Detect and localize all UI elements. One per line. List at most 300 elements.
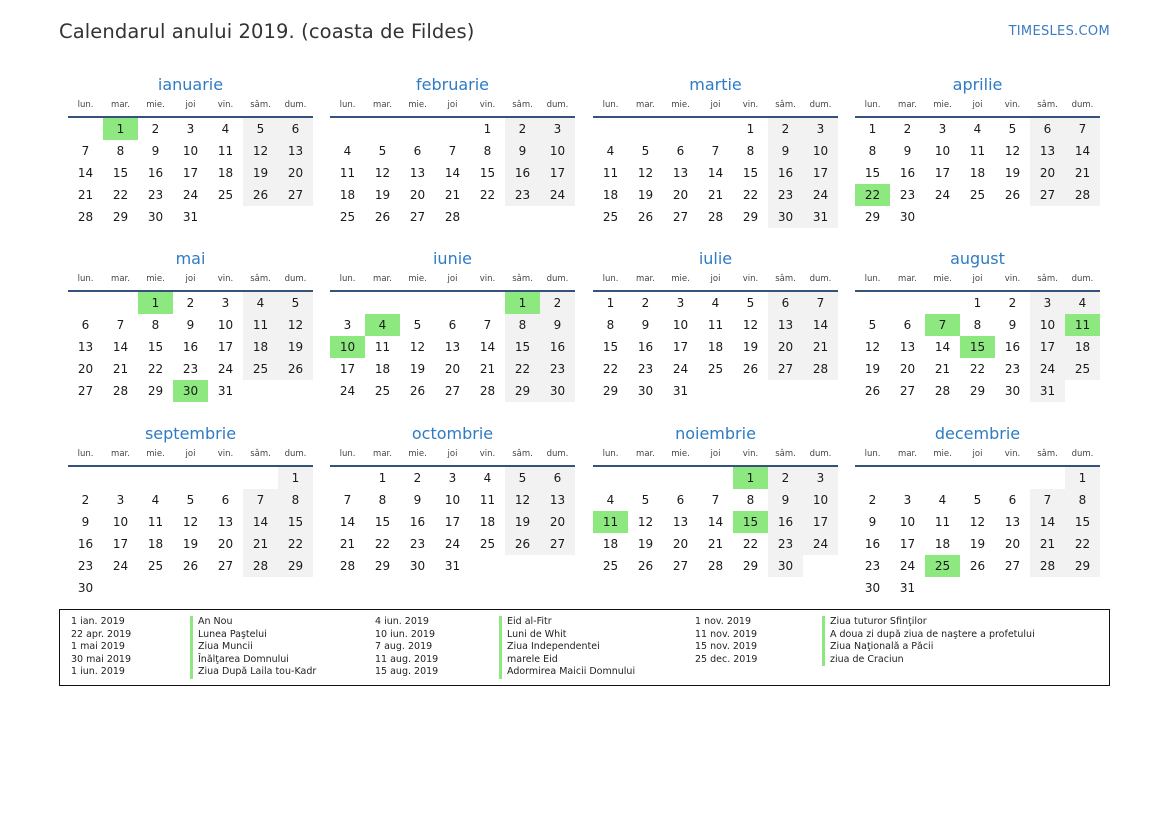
legend-date: 30 mai 2019 xyxy=(71,653,132,665)
day-cell: 25 xyxy=(217,188,234,202)
day-cell: 16 xyxy=(409,515,426,529)
day-cell: 28 xyxy=(112,384,129,398)
day-cell: 21 xyxy=(1030,533,1065,555)
weekday-label: vin. xyxy=(479,274,496,284)
day-cell: 23 xyxy=(540,358,575,380)
day-cell: 5 xyxy=(378,144,387,158)
day-cell: 19 xyxy=(505,511,540,533)
day-cell: 24 xyxy=(182,188,199,202)
empty-day-cell xyxy=(628,118,663,140)
day-cell: 2 xyxy=(413,471,422,485)
day-cell: 22 xyxy=(147,362,164,376)
weekday-label: mie. xyxy=(146,100,165,110)
day-cell: 12 xyxy=(182,515,199,529)
day-cell: 27 xyxy=(768,358,803,380)
holiday-day-cell: 4 xyxy=(365,314,400,336)
day-cell: 10 xyxy=(1030,314,1065,336)
day-cell: 8 xyxy=(746,144,755,158)
day-cell: 23 xyxy=(768,533,803,555)
day-cell: 17 xyxy=(217,340,234,354)
day-cell: 22 xyxy=(742,537,759,551)
day-cell: 9 xyxy=(413,493,422,507)
day-cell: 28 xyxy=(1030,555,1065,577)
legend-holiday-name: Luni de Whit xyxy=(499,629,567,642)
month-iulie xyxy=(593,247,838,402)
legend-holiday-name: Ziua Independentei xyxy=(499,641,600,654)
day-cell: 7 xyxy=(81,144,90,158)
day-cell: 2 xyxy=(540,292,575,314)
day-cell: 17 xyxy=(112,537,129,551)
day-cell: 16 xyxy=(77,537,94,551)
day-cell: 22 xyxy=(969,362,986,376)
legend-date: 25 dec. 2019 xyxy=(695,653,758,665)
day-cell: 23 xyxy=(409,537,426,551)
day-cell: 19 xyxy=(637,188,654,202)
day-cell: 29 xyxy=(742,210,759,224)
day-cell: 30 xyxy=(147,210,164,224)
day-cell: 10 xyxy=(803,489,838,511)
day-cell: 13 xyxy=(409,166,426,180)
weekday-label: joi xyxy=(185,274,196,284)
day-cell: 6 xyxy=(1008,493,1017,507)
day-cell: 2 xyxy=(768,467,803,489)
weekday-header-row xyxy=(855,271,1100,292)
day-cell: 21 xyxy=(444,188,461,202)
day-cell: 12 xyxy=(864,340,881,354)
day-cell: 19 xyxy=(864,362,881,376)
day-cell: 11 xyxy=(934,515,951,529)
day-cell: 7 xyxy=(803,292,838,314)
day-cell: 26 xyxy=(182,559,199,573)
weekday-label: sâm. xyxy=(250,449,271,459)
day-cell: 13 xyxy=(1004,515,1021,529)
legend-date: 1 ian. 2019 xyxy=(71,616,125,627)
day-cell: 9 xyxy=(186,318,195,332)
day-cell: 4 xyxy=(483,471,492,485)
weekday-label: vin. xyxy=(742,449,759,459)
day-cell: 21 xyxy=(243,533,278,555)
weekday-label: sâm. xyxy=(1037,274,1058,284)
empty-day-cell xyxy=(68,118,103,140)
empty-day-cell xyxy=(103,292,138,314)
day-cell: 19 xyxy=(742,340,759,354)
weekday-header-row xyxy=(330,97,575,118)
weekday-label: sâm. xyxy=(1037,449,1058,459)
weekday-label: dum. xyxy=(1071,449,1094,459)
weekday-label: mar. xyxy=(373,100,392,110)
day-cell: 4 xyxy=(606,493,615,507)
empty-day-cell xyxy=(855,292,890,314)
day-cell: 5 xyxy=(973,493,982,507)
holiday-day-cell: 7 xyxy=(925,314,960,336)
weekday-label: lun. xyxy=(602,100,619,110)
weekday-label: dum. xyxy=(1071,274,1094,284)
day-cell: 3 xyxy=(448,471,457,485)
day-cell: 6 xyxy=(676,144,685,158)
day-cell: 24 xyxy=(803,184,838,206)
weekday-header-row xyxy=(330,446,575,467)
day-cell: 3 xyxy=(186,122,195,136)
weekday-label: joi xyxy=(447,449,458,459)
day-cell: 19 xyxy=(374,188,391,202)
day-cell: 18 xyxy=(374,362,391,376)
day-cell: 30 xyxy=(637,384,654,398)
day-cell: 27 xyxy=(899,384,916,398)
weekday-header-row xyxy=(330,271,575,292)
day-cell: 20 xyxy=(444,362,461,376)
weekday-label: dum. xyxy=(546,274,569,284)
day-cell: 12 xyxy=(243,140,278,162)
day-cell: 12 xyxy=(1004,144,1021,158)
weekday-label: vin. xyxy=(479,100,496,110)
legend-date: 15 aug. 2019 xyxy=(375,666,439,678)
month-title: noiembrie xyxy=(675,424,756,443)
weekday-label: joi xyxy=(710,100,721,110)
month-title: octombrie xyxy=(411,424,494,443)
day-cell: 11 xyxy=(147,515,164,529)
day-cell: 3 xyxy=(938,122,947,136)
weekday-label: mie. xyxy=(671,100,690,110)
weekday-label: lun. xyxy=(77,274,94,284)
legend-holiday-name: Înălţarea Domnului xyxy=(190,654,289,667)
day-cell: 2 xyxy=(151,122,160,136)
day-cell: 13 xyxy=(540,489,575,511)
day-cell: 19 xyxy=(409,362,426,376)
day-cell: 26 xyxy=(637,210,654,224)
weekday-label: dum. xyxy=(546,449,569,459)
day-cell: 14 xyxy=(803,314,838,336)
day-cell: 24 xyxy=(899,559,916,573)
day-cell: 6 xyxy=(676,493,685,507)
day-cell: 3 xyxy=(221,296,230,310)
day-cell: 9 xyxy=(868,515,877,529)
weekday-label: vin. xyxy=(742,274,759,284)
weekday-label: dum. xyxy=(809,274,832,284)
day-cell: 7 xyxy=(1030,489,1065,511)
month-august xyxy=(855,247,1100,402)
day-cell: 29 xyxy=(505,380,540,402)
day-cell: 30 xyxy=(409,559,426,573)
day-cell: 7 xyxy=(483,318,492,332)
weekday-label: vin. xyxy=(1004,100,1021,110)
day-cell: 20 xyxy=(217,537,234,551)
day-cell: 3 xyxy=(1030,292,1065,314)
day-cell: 25 xyxy=(374,384,391,398)
weekday-label: sâm. xyxy=(775,449,796,459)
day-cell: 23 xyxy=(637,362,654,376)
day-cell: 22 xyxy=(278,533,313,555)
day-cell: 27 xyxy=(409,210,426,224)
day-cell: 23 xyxy=(77,559,94,573)
day-cell: 14 xyxy=(112,340,129,354)
day-cell: 26 xyxy=(637,559,654,573)
empty-day-cell xyxy=(68,467,103,489)
day-cell: 1 xyxy=(973,296,982,310)
weekday-label: mar. xyxy=(898,100,917,110)
weekday-label: vin. xyxy=(1004,449,1021,459)
weekday-label: lun. xyxy=(77,449,94,459)
day-cell: 23 xyxy=(1004,362,1021,376)
day-cell: 13 xyxy=(278,140,313,162)
weekday-label: sâm. xyxy=(1037,100,1058,110)
day-cell: 4 xyxy=(243,292,278,314)
day-cell: 29 xyxy=(742,559,759,573)
day-cell: 5 xyxy=(868,318,877,332)
day-cell: 24 xyxy=(540,184,575,206)
day-cell: 8 xyxy=(278,489,313,511)
weekday-header-row xyxy=(68,271,313,292)
day-cell: 2 xyxy=(1008,296,1017,310)
day-cell: 7 xyxy=(1065,118,1100,140)
day-cell: 5 xyxy=(641,493,650,507)
empty-day-cell xyxy=(960,467,995,489)
day-cell: 19 xyxy=(182,537,199,551)
weekday-header-row xyxy=(68,97,313,118)
day-cell: 10 xyxy=(672,318,689,332)
day-cell: 8 xyxy=(505,314,540,336)
day-cell: 23 xyxy=(182,362,199,376)
day-cell: 2 xyxy=(505,118,540,140)
day-cell: 16 xyxy=(147,166,164,180)
day-cell: 30 xyxy=(540,380,575,402)
page-title: Calendarul anului 2019. (coasta de Fildes) xyxy=(59,20,475,43)
weekday-label: sâm. xyxy=(250,100,271,110)
day-cell: 25 xyxy=(707,362,724,376)
weekday-label: vin. xyxy=(1004,274,1021,284)
day-cell: 14 xyxy=(707,515,724,529)
day-cell: 12 xyxy=(278,314,313,336)
weekday-label: sâm. xyxy=(775,274,796,284)
day-cell: 10 xyxy=(444,493,461,507)
month-title: ianuarie xyxy=(157,75,224,94)
day-cell: 10 xyxy=(540,140,575,162)
day-cell: 9 xyxy=(641,318,650,332)
day-cell: 4 xyxy=(606,144,615,158)
day-cell: 7 xyxy=(243,489,278,511)
day-cell: 18 xyxy=(602,537,619,551)
empty-day-cell xyxy=(400,292,435,314)
day-cell: 18 xyxy=(707,340,724,354)
day-cell: 8 xyxy=(116,144,125,158)
empty-day-cell xyxy=(995,467,1030,489)
days-grid xyxy=(330,118,575,228)
weekday-label: mar. xyxy=(111,449,130,459)
day-cell: 27 xyxy=(444,384,461,398)
legend-holiday-name: marele Eid xyxy=(499,654,558,667)
holiday-day-cell: 10 xyxy=(330,336,365,358)
day-cell: 5 xyxy=(505,467,540,489)
weekday-label: lun. xyxy=(602,449,619,459)
day-cell: 15 xyxy=(864,166,881,180)
day-cell: 18 xyxy=(934,537,951,551)
day-cell: 28 xyxy=(243,555,278,577)
day-cell: 3 xyxy=(343,318,352,332)
legend-holiday-name: A doua zi după ziua de naştere a profetului xyxy=(822,629,1035,642)
day-cell: 18 xyxy=(969,166,986,180)
weekday-label: mie. xyxy=(146,449,165,459)
empty-day-cell xyxy=(890,467,925,489)
day-cell: 3 xyxy=(116,493,125,507)
day-cell: 15 xyxy=(1065,511,1100,533)
empty-day-cell xyxy=(365,292,400,314)
empty-day-cell xyxy=(435,118,470,140)
day-cell: 25 xyxy=(243,358,278,380)
day-cell: 8 xyxy=(868,144,877,158)
empty-day-cell xyxy=(1030,467,1065,489)
empty-day-cell xyxy=(593,467,628,489)
site-link[interactable]: TIMESLES.COM xyxy=(1008,24,1110,39)
day-cell: 26 xyxy=(969,559,986,573)
month-septembrie xyxy=(68,422,313,599)
weekday-header-row xyxy=(593,97,838,118)
day-cell: 18 xyxy=(147,537,164,551)
day-cell: 24 xyxy=(803,533,838,555)
day-cell: 21 xyxy=(934,362,951,376)
day-cell: 11 xyxy=(969,144,986,158)
day-cell: 9 xyxy=(81,515,90,529)
day-cell: 3 xyxy=(540,118,575,140)
day-cell: 9 xyxy=(1008,318,1017,332)
day-cell: 2 xyxy=(868,493,877,507)
holiday-day-cell: 25 xyxy=(925,555,960,577)
legend-holiday-name: Ziua După Laila tou-Kadr xyxy=(190,666,316,679)
legend-holiday-name: Ziua tuturor Sfinţilor xyxy=(822,616,927,629)
day-cell: 20 xyxy=(899,362,916,376)
day-cell: 28 xyxy=(1065,184,1100,206)
weekday-label: vin. xyxy=(479,449,496,459)
day-cell: 29 xyxy=(112,210,129,224)
day-cell: 1 xyxy=(606,296,615,310)
day-cell: 13 xyxy=(1030,140,1065,162)
day-cell: 2 xyxy=(186,296,195,310)
day-cell: 11 xyxy=(602,166,619,180)
empty-day-cell xyxy=(365,118,400,140)
day-cell: 30 xyxy=(864,581,881,595)
day-cell: 10 xyxy=(217,318,234,332)
holiday-day-cell: 11 xyxy=(1065,314,1100,336)
weekday-header-row xyxy=(593,446,838,467)
day-cell: 24 xyxy=(217,362,234,376)
empty-day-cell xyxy=(890,292,925,314)
day-cell: 20 xyxy=(672,537,689,551)
day-cell: 21 xyxy=(77,188,94,202)
legend-holiday-name: ziua de Craciun xyxy=(822,654,904,667)
day-cell: 6 xyxy=(540,467,575,489)
weekday-label: mie. xyxy=(408,100,427,110)
day-cell: 15 xyxy=(147,340,164,354)
day-cell: 28 xyxy=(444,210,461,224)
month-aprilie xyxy=(855,73,1100,228)
day-cell: 14 xyxy=(444,166,461,180)
day-cell: 27 xyxy=(672,559,689,573)
weekday-label: joi xyxy=(447,274,458,284)
weekday-label: vin. xyxy=(742,100,759,110)
day-cell: 9 xyxy=(540,314,575,336)
legend-holiday-name: Ziua Muncii xyxy=(190,641,253,654)
day-cell: 1 xyxy=(1065,467,1100,489)
weekday-label: joi xyxy=(185,449,196,459)
day-cell: 26 xyxy=(505,533,540,555)
day-cell: 7 xyxy=(116,318,125,332)
day-cell: 3 xyxy=(676,296,685,310)
day-cell: 2 xyxy=(903,122,912,136)
day-cell: 26 xyxy=(243,184,278,206)
holiday-day-cell: 11 xyxy=(593,511,628,533)
day-cell: 23 xyxy=(147,188,164,202)
day-cell: 20 xyxy=(1030,162,1065,184)
weekday-label: mie. xyxy=(933,449,952,459)
day-cell: 20 xyxy=(768,336,803,358)
month-title: februarie xyxy=(415,75,490,94)
month-title: martie xyxy=(689,75,742,94)
weekday-label: vin. xyxy=(217,449,234,459)
day-cell: 27 xyxy=(672,210,689,224)
day-cell: 13 xyxy=(672,515,689,529)
day-cell: 29 xyxy=(864,210,881,224)
weekday-label: mie. xyxy=(146,274,165,284)
day-cell: 16 xyxy=(637,340,654,354)
weekday-label: joi xyxy=(185,100,196,110)
day-cell: 30 xyxy=(899,210,916,224)
day-cell: 4 xyxy=(1065,292,1100,314)
day-cell: 23 xyxy=(505,184,540,206)
day-cell: 14 xyxy=(479,340,496,354)
day-cell: 21 xyxy=(707,188,724,202)
month-octombrie xyxy=(330,422,575,577)
day-cell: 13 xyxy=(672,166,689,180)
day-cell: 15 xyxy=(112,166,129,180)
weekday-label: dum. xyxy=(809,449,832,459)
weekday-label: joi xyxy=(447,100,458,110)
day-cell: 4 xyxy=(973,122,982,136)
empty-day-cell xyxy=(663,467,698,489)
month-title: septembrie xyxy=(144,424,237,443)
weekday-label: dum. xyxy=(809,100,832,110)
day-cell: 20 xyxy=(409,188,426,202)
day-cell: 30 xyxy=(77,581,94,595)
weekday-label: vin. xyxy=(217,100,234,110)
day-cell: 23 xyxy=(899,188,916,202)
day-cell: 14 xyxy=(1065,140,1100,162)
day-cell: 21 xyxy=(479,362,496,376)
days-grid xyxy=(593,292,838,402)
weekday-label: mar. xyxy=(373,274,392,284)
weekday-label: joi xyxy=(972,449,983,459)
day-cell: 31 xyxy=(899,581,916,595)
day-cell: 26 xyxy=(742,362,759,376)
legend-holiday-name: Adormirea Maicii Domnului xyxy=(499,666,635,679)
day-cell: 5 xyxy=(746,296,755,310)
day-cell: 29 xyxy=(1065,555,1100,577)
weekday-label: mar. xyxy=(898,449,917,459)
day-cell: 26 xyxy=(278,358,313,380)
days-grid xyxy=(330,292,575,402)
month-title: mai xyxy=(175,249,206,268)
day-cell: 25 xyxy=(1065,358,1100,380)
day-cell: 12 xyxy=(969,515,986,529)
day-cell: 28 xyxy=(479,384,496,398)
day-cell: 18 xyxy=(602,188,619,202)
empty-day-cell xyxy=(698,467,733,489)
day-cell: 22 xyxy=(479,188,496,202)
day-cell: 29 xyxy=(147,384,164,398)
day-cell: 5 xyxy=(278,292,313,314)
day-cell: 17 xyxy=(540,162,575,184)
day-cell: 27 xyxy=(540,533,575,555)
day-cell: 3 xyxy=(803,118,838,140)
month-iunie xyxy=(330,247,575,402)
days-grid xyxy=(855,467,1100,599)
